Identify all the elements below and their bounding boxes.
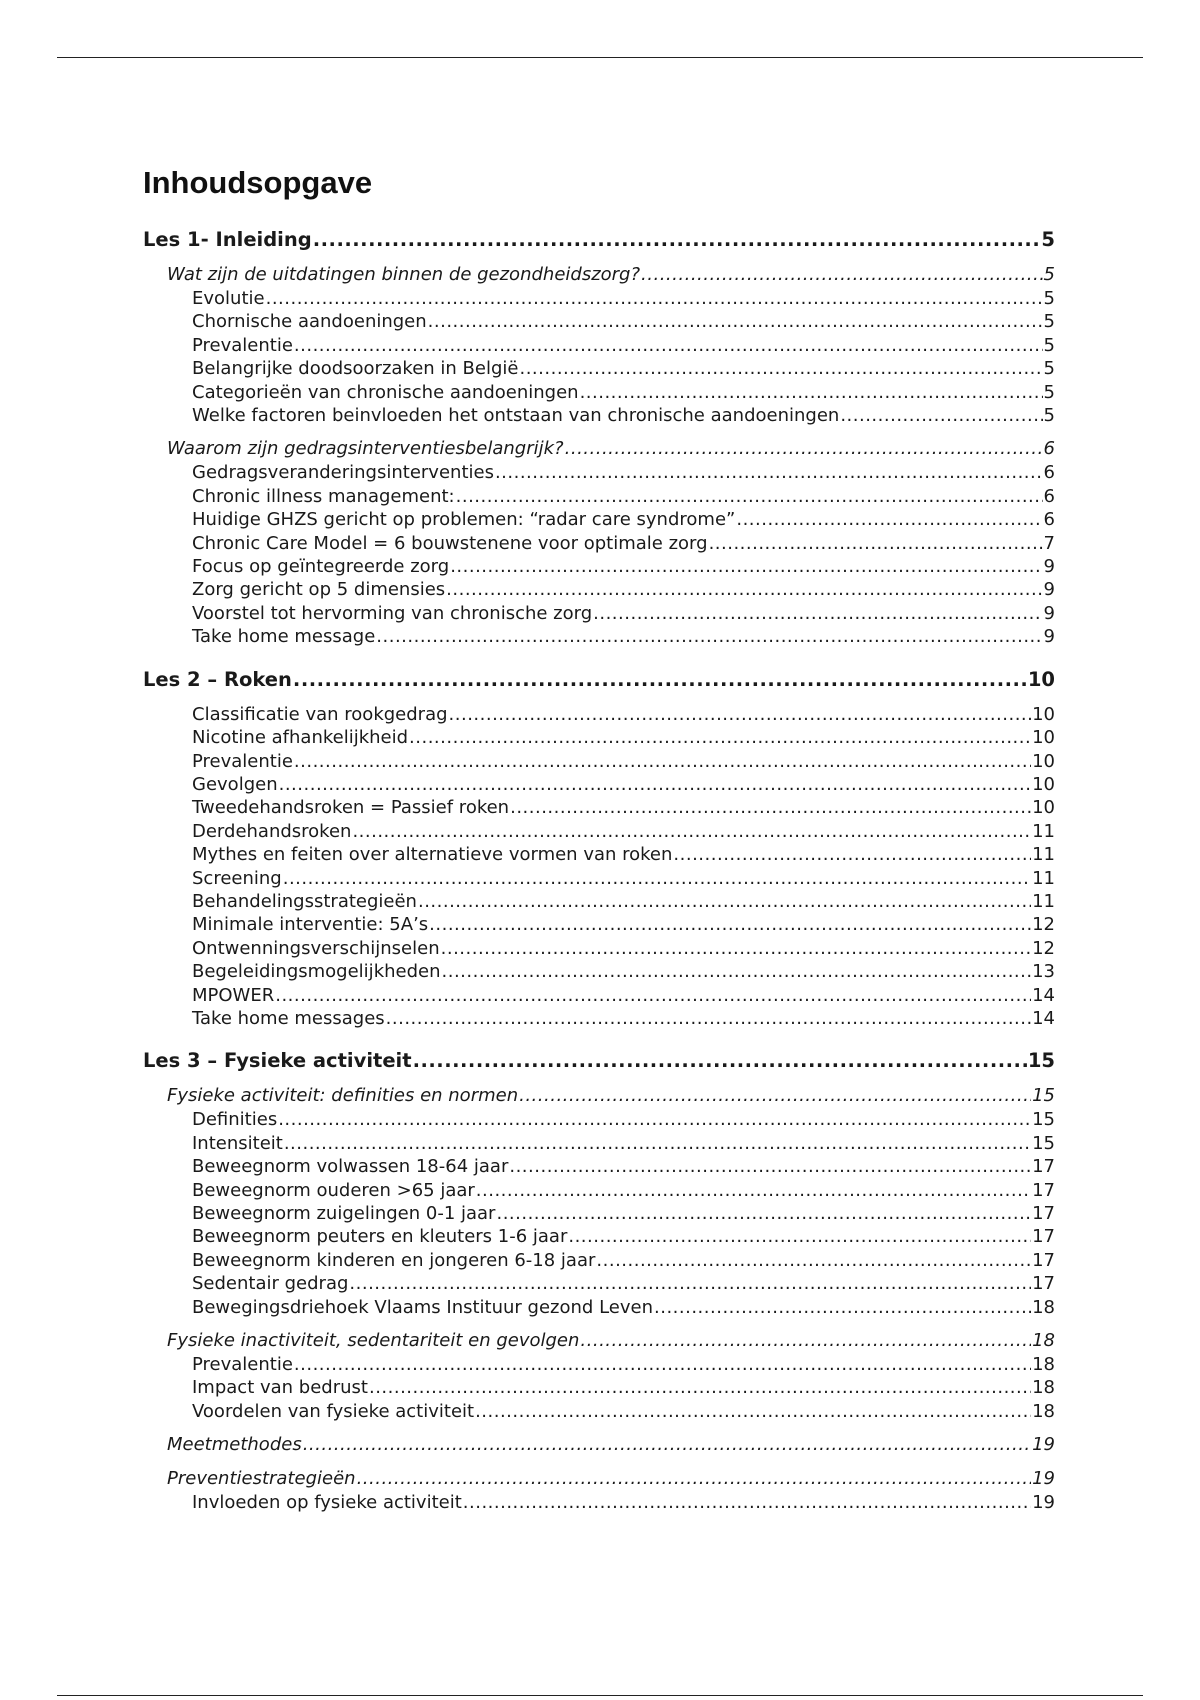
toc-page-number: 11	[1032, 844, 1055, 866]
toc-entry-subsection[interactable]	[143, 357, 1055, 380]
toc-entry-label: Intensiteit	[192, 1132, 283, 1154]
toc-entry-label: Beweegnorm volwassen 18-64 jaar	[192, 1156, 509, 1178]
toc-page-number: 6	[1043, 485, 1055, 507]
toc-page-number: 17	[1032, 1156, 1055, 1178]
toc-section	[143, 1433, 1055, 1457]
toc-page-number: 6	[1043, 438, 1055, 460]
toc-page-number: 17	[1032, 1273, 1055, 1295]
toc-leader-dots	[596, 1249, 1031, 1272]
toc-entry-label: Invloeden op fysieke activiteit	[192, 1492, 462, 1514]
toc-leader-dots	[376, 625, 1042, 648]
toc-entry-subsection[interactable]	[143, 1225, 1055, 1248]
toc-entry-subsection[interactable]	[143, 1272, 1055, 1295]
toc-section	[143, 1467, 1055, 1514]
toc-entry-label: Beweegnorm peuters en kleuters 1-6 jaar	[192, 1226, 568, 1248]
toc-page-number: 15	[1032, 1132, 1055, 1154]
toc-leader-dots	[736, 508, 1042, 531]
toc-entry-subsection[interactable]	[143, 310, 1055, 333]
toc-page-number: 9	[1043, 626, 1055, 648]
toc-leader-dots	[641, 263, 1043, 287]
toc-page-number: 5	[1043, 264, 1055, 285]
toc-entry-label: Belangrijke doodsoorzaken in België	[192, 358, 519, 380]
toc-page-number: 9	[1043, 602, 1055, 624]
toc-entry-subsection[interactable]	[143, 890, 1055, 913]
toc-leader-dots	[449, 703, 1032, 726]
toc-page-number: 10	[1032, 750, 1055, 772]
toc-entry-label: Chronic Care Model = 6 bouwstenene voor optimale zorg	[192, 532, 708, 554]
toc-entry-label: Derdehandsroken	[192, 820, 352, 842]
toc-page-number: 5	[1043, 311, 1055, 333]
toc-page-number: 5	[1043, 405, 1055, 427]
toc-chapter	[143, 227, 1055, 649]
toc-leader-dots	[294, 750, 1031, 773]
toc-entry-label: Take home message	[192, 626, 376, 648]
toc-entry-label: Behandelingsstrategieën	[192, 890, 417, 912]
toc-entry-label: Prevalentie	[192, 334, 293, 356]
toc-entry-section[interactable]	[143, 1329, 1055, 1353]
toc-entry-subsection[interactable]	[143, 1132, 1055, 1155]
toc-entry-subsection[interactable]	[143, 867, 1055, 890]
toc-leader-dots	[709, 532, 1043, 555]
toc-leader-dots	[278, 1108, 1031, 1131]
toc-entry-label: Take home messages	[192, 1007, 385, 1029]
toc-leader-dots	[509, 1155, 1031, 1178]
toc-entry-label: Les 1- Inleiding	[143, 228, 312, 251]
toc-entry-label: Sedentair gedrag	[192, 1273, 349, 1295]
toc-entry-label: Prevalentie	[192, 750, 293, 772]
toc-section	[143, 263, 1055, 427]
toc-page-number: 19	[1032, 1492, 1055, 1514]
toc-chapter	[143, 1048, 1055, 1514]
toc-entry-label: Begeleidingsmogelijkheden	[192, 961, 441, 983]
toc-page-number: 10	[1032, 797, 1055, 819]
toc-section	[143, 1329, 1055, 1423]
toc-leader-dots	[673, 843, 1031, 866]
toc-entry-label: Fysieke activiteit: definities en normen	[167, 1085, 519, 1107]
toc-entry-subsection[interactable]	[143, 960, 1055, 983]
toc-leader-dots	[496, 1202, 1031, 1225]
toc-leader-dots	[840, 404, 1042, 427]
toc-page-number: 5	[1041, 228, 1055, 251]
toc-entry-chapter[interactable]	[143, 667, 1055, 693]
toc-leader-dots	[456, 485, 1043, 508]
toc-entry-subsection[interactable]	[143, 1491, 1055, 1514]
toc-page-number: 18	[1032, 1377, 1055, 1399]
toc-entry-label: Screening	[192, 867, 282, 889]
toc-entry-subsection[interactable]	[143, 1249, 1055, 1272]
toc-page-number: 10	[1027, 667, 1055, 691]
toc-entry-label: Voorstel tot hervorming van chronische zorg	[192, 602, 593, 624]
toc-chapter	[143, 667, 1055, 1031]
toc-leader-dots	[418, 890, 1031, 913]
toc-entry-subsection[interactable]	[143, 555, 1055, 578]
toc-entry-label: Gedragsveranderingsinterventies	[192, 462, 494, 484]
toc-entry-subsection[interactable]	[143, 625, 1055, 648]
toc-page-number: 17	[1032, 1179, 1055, 1201]
toc-page-number: 5	[1043, 381, 1055, 403]
toc-entry-label: Wat zijn de uitdatingen binnen de gezondheidszorg?	[167, 264, 641, 285]
toc-entry-label: Minimale interventie: 5A’s	[192, 914, 429, 936]
toc-entry-subsection[interactable]	[143, 1202, 1055, 1225]
toc-entry-section[interactable]	[143, 263, 1055, 287]
toc-entry-label: Bewegingsdriehoek Vlaams Instituur gezond Leven	[192, 1296, 653, 1318]
toc-leader-dots	[580, 381, 1043, 404]
toc-entry-subsection[interactable]	[143, 1353, 1055, 1376]
toc-page-number: 12	[1032, 914, 1055, 936]
toc-entry-label: Gevolgen	[192, 773, 278, 795]
toc-page-number: 11	[1032, 867, 1055, 889]
toc-entry-subsection[interactable]	[143, 1007, 1055, 1030]
toc-entry-subsection[interactable]	[143, 461, 1055, 484]
toc-page-number: 12	[1032, 937, 1055, 959]
toc-entry-label: Impact van bedrust	[192, 1377, 368, 1399]
toc-page-number: 6	[1043, 462, 1055, 484]
toc-leader-dots	[283, 867, 1031, 890]
toc-leader-dots	[519, 1084, 1031, 1108]
toc-title: Inhoudsopgave	[143, 165, 373, 200]
toc-page-number: 17	[1032, 1203, 1055, 1224]
toc-entry-subsection[interactable]	[143, 287, 1055, 310]
toc-leader-dots	[580, 1329, 1031, 1353]
toc-entry-label: Meetmethodes	[167, 1434, 302, 1456]
toc-entry-subsection[interactable]	[143, 578, 1055, 601]
toc-entry-label: Prevalentie	[192, 1354, 293, 1376]
toc-entry-subsection[interactable]	[143, 750, 1055, 773]
toc-entry-subsection[interactable]	[143, 1400, 1055, 1423]
toc-page-number: 19	[1032, 1468, 1055, 1490]
header-rule	[57, 57, 1143, 58]
toc-leader-dots	[519, 357, 1042, 380]
toc-leader-dots	[413, 1048, 1027, 1074]
toc-leader-dots	[284, 1132, 1031, 1155]
toc-page-number: 5	[1043, 334, 1055, 356]
toc-entry-label: Definities	[192, 1109, 278, 1131]
toc-leader-dots	[303, 1433, 1031, 1457]
toc-entry-label: Nicotine afhankelijkheid	[192, 727, 409, 749]
toc-leader-dots	[369, 1376, 1031, 1399]
toc-entry-label: Evolutie	[192, 288, 265, 309]
toc-entry-subsection[interactable]	[143, 984, 1055, 1007]
toc-page-number: 17	[1032, 1226, 1055, 1248]
toc-entry-label: Mythes en feiten over alternatieve vormen van roken	[192, 844, 673, 866]
toc-entry-label: Ontwenningsverschijnselen	[192, 937, 440, 959]
footer-rule	[57, 1695, 1143, 1696]
toc-leader-dots	[593, 602, 1042, 625]
toc-leader-dots	[428, 310, 1043, 333]
toc-leader-dots	[441, 937, 1031, 960]
toc-entry-subsection[interactable]	[143, 703, 1055, 726]
toc-page-number: 17	[1032, 1249, 1055, 1271]
toc-page-number: 10	[1032, 773, 1055, 795]
toc-leader-dots	[463, 1491, 1031, 1514]
toc-page-number: 11	[1032, 820, 1055, 842]
toc-page-number: 9	[1043, 556, 1055, 578]
toc-entry-subsection[interactable]	[143, 485, 1055, 508]
toc-entry-section[interactable]	[143, 437, 1055, 461]
toc-entry-label: Beweegnorm kinderen en jongeren 6-18 jaar	[192, 1249, 596, 1271]
toc-page-number: 5	[1043, 288, 1055, 309]
toc-leader-dots	[349, 1272, 1031, 1295]
toc-entry-subsection[interactable]	[143, 334, 1055, 357]
toc-page-number: 10	[1032, 703, 1055, 725]
toc-page-number: 9	[1043, 579, 1055, 601]
toc-entry-label: Beweegnorm zuigelingen 0-1 jaar	[192, 1203, 496, 1224]
toc-entry-label: Beweegnorm ouderen >65 jaar	[192, 1179, 475, 1201]
toc-leader-dots	[450, 555, 1042, 578]
toc-entry-chapter[interactable]	[143, 227, 1055, 253]
toc-entry-label: Fysieke inactiviteit, sedentariteit en gevolgen	[167, 1330, 580, 1352]
toc-entry-subsection[interactable]	[143, 1108, 1055, 1131]
toc-leader-dots	[565, 437, 1043, 461]
toc-entry-subsection[interactable]	[143, 508, 1055, 531]
toc-leader-dots	[279, 773, 1031, 796]
toc-page-number: 19	[1032, 1434, 1055, 1456]
toc-entry-subsection[interactable]	[143, 843, 1055, 866]
toc-leader-dots	[409, 726, 1031, 749]
toc-page-number: 14	[1032, 1007, 1055, 1029]
toc-entry-subsection[interactable]	[143, 602, 1055, 625]
toc-leader-dots	[275, 984, 1031, 1007]
toc-page-number: 11	[1032, 890, 1055, 912]
toc-entry-label: Classificatie van rookgedrag	[192, 703, 448, 725]
toc-page-number: 7	[1043, 532, 1055, 554]
toc-leader-dots	[293, 667, 1027, 693]
toc-leader-dots	[352, 820, 1031, 843]
toc-leader-dots	[495, 461, 1043, 484]
toc-leader-dots	[357, 1467, 1032, 1491]
toc-entry-subsection[interactable]	[143, 1296, 1055, 1319]
toc-entry-label: Huidige GHZS gericht op problemen: “radar care syndrome”	[192, 509, 736, 531]
toc-leader-dots	[446, 578, 1042, 601]
toc-page-number: 15	[1032, 1085, 1055, 1107]
toc-entry-subsection[interactable]	[143, 773, 1055, 796]
toc-leader-dots	[475, 1400, 1031, 1423]
toc-page-number: 18	[1032, 1330, 1055, 1352]
toc-entry-subsection[interactable]	[143, 726, 1055, 749]
toc-entry-subsection[interactable]	[143, 532, 1055, 555]
toc-entry-label: Voordelen van fysieke activiteit	[192, 1400, 475, 1422]
toc-entry-label: MPOWER	[192, 984, 275, 1006]
toc-leader-dots	[294, 334, 1043, 357]
toc-entry-subsection[interactable]	[143, 1376, 1055, 1399]
table-of-contents	[143, 165, 1055, 1533]
toc-page-number: 13	[1032, 961, 1055, 983]
toc-entry-label: Categorieën van chronische aandoeningen	[192, 381, 579, 403]
toc-entry-section[interactable]	[143, 1467, 1055, 1491]
toc-entry-label: Les 3 – Fysieke activiteit	[143, 1049, 412, 1073]
toc-page-number: 18	[1032, 1296, 1055, 1318]
toc-leader-dots	[442, 960, 1032, 983]
toc-entry-subsection[interactable]	[143, 820, 1055, 843]
toc-entry-section[interactable]	[143, 1084, 1055, 1108]
toc-entry-label: Zorg gericht op 5 dimensies	[192, 579, 446, 601]
toc-section	[143, 437, 1055, 648]
toc-leader-dots	[313, 227, 1041, 253]
toc-leader-dots	[266, 287, 1043, 310]
toc-entry-subsection[interactable]	[143, 404, 1055, 427]
toc-page-number: 15	[1027, 1049, 1055, 1073]
toc-body	[143, 227, 1055, 1515]
toc-page-number: 15	[1032, 1109, 1055, 1131]
toc-entry-subsection[interactable]	[143, 937, 1055, 960]
toc-entry-label: Welke factoren beinvloeden het ontstaan van chronische aandoeningen	[192, 405, 840, 427]
toc-section	[143, 703, 1055, 1031]
toc-entry-label: Preventiestrategieën	[167, 1468, 356, 1490]
toc-page-number: 18	[1032, 1354, 1055, 1376]
toc-leader-dots	[386, 1007, 1031, 1030]
toc-entry-subsection[interactable]	[143, 913, 1055, 936]
toc-page-number: 6	[1043, 509, 1055, 531]
toc-entry-subsection[interactable]	[143, 796, 1055, 819]
toc-entry-label: Chornische aandoeningen	[192, 311, 427, 333]
toc-section	[143, 1084, 1055, 1319]
toc-page-number: 18	[1032, 1400, 1055, 1422]
toc-entry-chapter[interactable]	[143, 1048, 1055, 1074]
toc-leader-dots	[429, 913, 1031, 936]
toc-leader-dots	[568, 1225, 1031, 1248]
toc-entry-label: Waarom zijn gedragsinterventiesbelangrijk?	[167, 438, 564, 460]
toc-page-number: 10	[1032, 727, 1055, 749]
toc-leader-dots	[476, 1179, 1031, 1202]
toc-entry-label: Les 2 – Roken	[143, 667, 292, 691]
toc-leader-dots	[654, 1296, 1031, 1319]
toc-entry-label: Tweedehandsroken = Passief roken	[192, 797, 510, 819]
toc-leader-dots	[294, 1353, 1031, 1376]
toc-entry-subsection[interactable]	[143, 1179, 1055, 1202]
toc-page-number: 5	[1043, 358, 1055, 380]
toc-entry-subsection[interactable]	[143, 1155, 1055, 1178]
toc-page-number: 14	[1032, 984, 1055, 1006]
toc-entry-label: Focus op geïntegreerde zorg	[192, 556, 450, 578]
toc-entry-label: Chronic illness management:	[192, 485, 455, 507]
toc-leader-dots	[510, 796, 1031, 819]
toc-entry-subsection[interactable]	[143, 381, 1055, 404]
toc-entry-section[interactable]	[143, 1433, 1055, 1457]
